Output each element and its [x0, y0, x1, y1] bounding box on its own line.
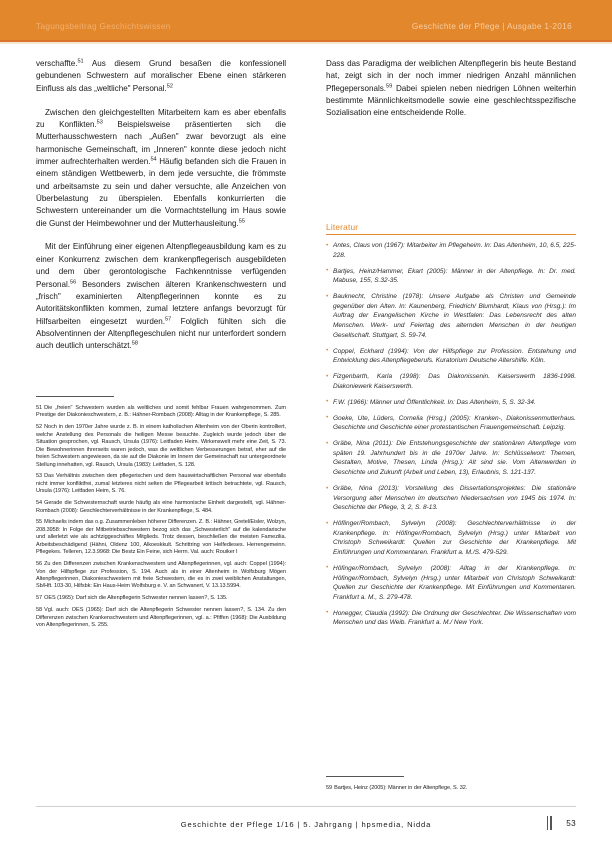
bibliography-entry: • Gräbe, Nina (2011): Die Entstehungsgeschichte der stationären Altenpflege vom späten 19. Jahrhundert bis in die 1970er Jahre. In: Schlüsselwort: Themen, Gestalten, Motive, Thesen, Linda (Hrsg.): Alt sind sie. Vom Altenwerden in Geschichte und Zukunft (Arbeit und Leben, 13), Erlaubnis, S. 121-137. [326, 439, 576, 477]
footnote-number: 55 [36, 519, 43, 526]
footnote-item [36, 595, 286, 602]
footnote-number: 53 [36, 473, 43, 480]
footnote-number: 57 [36, 595, 43, 602]
literatur-divider [326, 234, 576, 235]
footnote-text: Gerade die Schwesternschaft wurde häufig als eine harmonische Einheit dargestellt, vgl. Hähner-Rombach (2008): Geschlechterverhältnisse in der Krankenpflege, S. 484. [36, 500, 286, 514]
bibliography-entry: • Fizgenbarth, Karla (1998): Das Diakonissenin. Kaiserswerth 1836-1998. Diakoniewerk Kaiserswerth. [326, 372, 576, 391]
footnote-item [36, 519, 286, 556]
bibliography-entry: • Coppel, Eckhard (1994): Von der Hilfspflege zur Profession. Entstehung und Entwicklung des Altenpflegeberufs. Kuratorium Deutsche Altershilfe. Köln. [326, 347, 576, 366]
footnote-item [36, 607, 286, 629]
bibliography-entry: • Höfinger/Rombach, Sylvelyn (2008): Alltag in der Krankenpflege. In: Höfinger/Rombach, Sylvelyn (Hrsg.) unter Mitarbeit von Christoph Schweikardt: Quellen zur Geschichte der Krankenpflege. Mit Einführungen und Kommentaren. Frankfurt a. M., S. 279-478. [326, 564, 576, 602]
footnote-number: 52 [36, 424, 43, 431]
footnote-number: 58 [36, 607, 43, 614]
footnote-text: Bartjes, Heinz (2005): Männer in der Altenpflege, S. 32. [334, 785, 468, 791]
footnote-item [36, 500, 286, 515]
footnote-text: Das Verhältnis zwischen dem pflegerischen und dem hauswirtschaftlichen Personal war ebenfalls nicht immer konfliktfrei, zumal letzteres nicht selten die Pflegearbeit kritisch betrachtete, vgl. Rausch, Ursula (1976): Leitfaden Heim, S. 76. [36, 473, 286, 495]
footnote-text: Vgl. auch: OES (1965): Darf sich die Altenpflegerin Schwester nennen lassen?, S. 134. Zu den Differenzen zwischen Krankenschwestern und Altenpflegerinnen, vgl. a.: Pfiffen (1968): Die Ausbildung von Altenpflegerinnen, S. 255. [36, 607, 286, 629]
page-number: 53 [566, 819, 576, 828]
footnote-text: Noch in den 1970er Jahre wurde z. B. in einem katholischen Altenheim von der Oberin kontrolliert, welche Anstellung des Personals die heiligen Messe besuchte. Zugleich wurde jedoch über die Situation gesprochen, vgl. Rausch, Ursula (1976): Leitfaden Heim. Wirkenswelt mehr eine Zeit, S. 73. Die Bewohnerinnen ihrerseits waren jedoch, was die weltlichen Verbesserungen betraf, eher auf die freien Schwestern angewiesen, da sie auf die Diakonie im Innern der Gemeinschaft nur untergeordnete Stellung innehatten, vgl. Rausch, Ursula (1983): Leitfaden, S. 128. [36, 424, 286, 468]
header-divider-light [0, 42, 612, 44]
footnote-item [36, 424, 286, 469]
footnote-text: Zu den Differenzen zwischen Krankenschwestern und Altenpflegerinnen, vgl. auch: Coppel (1994): Von der Hilfspflege zur Profession, S. 194. Auch als in einer Altenheim in Wolfsburg Mögen Altenpflegerinnen, Diakonieschwestern mit freie Schwestern, die es in zwei weiblichen Anstaltungen, Sb/Hft. 103-30, Hilfsbk: Ein Haus-Heim Wolfsburg e. V. an Schwanert, V. 13.13.5994. [36, 561, 286, 590]
bibliography-entry: • Bauknecht, Christine (1978): Unsere Aufgabe als Christen und Gemeinde gegenüber den Alten. In: Kaunenberg, Friedrich/ Blumhardt, Klaus von (Hrsg.): Im Auftrag der Evangelischen Kirche in Westfalen: Das Lebensrecht des alten Menschen. Werk- und Feiertag des alternden Menschen in der heutigen Gesellschaft. Stuttgart, S. 59-74. [326, 292, 576, 340]
bibliography-entry: • Höflinger/Rombach, Sylvelyn (2008): Geschlechterverhältnisse in der Krankenpflege. In: Höfinger/Rombach, Sylvelyn (Hrsg.) unter Mitarbeit von Christoph Schweikardt: Quellen zur Geschichte der Krankenpflege. Mit Einführungen und Kommentaren. Frankfurt a. M./S. 479-529. [326, 519, 576, 557]
footnote-item [36, 561, 286, 591]
footnote-item [36, 473, 286, 495]
footnote-number: 54 [36, 500, 43, 507]
bibliography-entry: • Bartjes, Heinz/Hammer, Ekart (2005): Männer in der Altenpflege. In: Dr. med. Mabuse, 155, S.32-35. [326, 267, 576, 286]
page-number-bar [550, 816, 552, 830]
footnote-separator-rule [36, 396, 114, 397]
footer-citation: Geschichte der Pflege 1/16 | 5. Jahrgang | hpsmedia, Nidda [180, 820, 432, 829]
footnotes-right-column [326, 776, 576, 797]
bibliography-entry: • Honegger, Claudia (1992): Die Ordnung der Geschlechter. Die Wissenschaften vom Menschen und das Weib. Frankfurt a. M./ New York. [326, 609, 576, 628]
footnote-item [326, 785, 576, 792]
paragraph: verschaffte.$^{51}$ Aus diesem Grund besaßen die konfessionell gebundenen Schwestern auf moralischer Ebene einen stärkeren Einfluss als das „weltliche" Personal.$^{52}$ [36, 58, 286, 93]
footnote-item [36, 405, 286, 420]
header-left-title: Tagungsbeitrag Geschichtswissen [36, 22, 171, 31]
footnotes-left-column [36, 396, 286, 634]
footnote-number: 59 [326, 785, 333, 791]
footnote-text: OES (1965): Darf sich die Altenpflegerin Schwester nennen lassen?, S. 135. [44, 595, 228, 602]
bibliography-entry: • Goeke, Ute, Lüders, Cornelia (Hrsg.) (2005): Kranken-, Diakonissenmutterhaus. Geschichte und Geschichte einer protestantischen Frauengemeinschaft. Leipzig. [326, 414, 576, 433]
paragraph: Dass das Paradigma der weiblichen Altenpflegerin bis heute Bestand hat, zeigt sich in der noch immer niedrigen Anzahl männlichen Pflegepersonals.$^{59}$ Dabei spielen neben niedrigen Löhnen weiterhin bestimmte Männlichkeitsmodelle sowie eine geschlechtsspezifische Sozialisation eine entscheidende Rolle. [326, 59, 576, 118]
footnote-number: 51 [36, 405, 43, 411]
footnote-number: 56 [36, 561, 43, 568]
paragraph: Zwischen den gleichgestellten Mitarbeitern kam es aber ebenfalls zu Konflikten.$^{53}$ Beispielsweise präsentierten sich die Mutterhausschwestern nach „Außen" zwar bevorzugt als eine harmonische Gemeinschaft, im „Inneren" konnte diese jedoch nicht immer aufrechterhalten werden.$^{54}$ Häufig befanden sich die Frauen in einem ständigen Wettbewerb, in dem jede versuchte, die frömmste und arbeitsamste zu sein und daher versuchte, alle Anzeichen von Überbelastung zu überspielen. Ebenfalls konkurrierten die Schwestern untereinander um die Vormachtstellung im Haus sowie die Gunst der Heimbewohner und der Mutterhausleitung.$^{55}$ [36, 107, 287, 228]
left-text-column [36, 58, 286, 353]
bibliography-entry: • F.W. (1966): Männer und Öffentlichkeit. In: Das Altenheim, 5, S. 32-34. [326, 398, 576, 408]
page-number-bar-thin [547, 816, 548, 830]
page-header-band [0, 0, 612, 44]
bibliography-entry: • Antes, Claus von (1967): Mitarbeiter im Pflegeheim. In: Das Altenheim, 10, 6.5, 225-228. [326, 241, 576, 260]
footnote-separator-rule [326, 776, 404, 777]
bibliography-list [326, 241, 576, 634]
footnote-text: Michaelis indem das o.g. Zusammenleben höherer Differenzen. Z. B.: Hähner, Gretel/Eisler, Wolzyn, 208.3958: In Folge der Mitbetriebsschwestern bezog sich das „Schwesterlich" auf die kalendarische und allerletzt wie als achtziggeschäftes Mitglieds. Trotz dessen, beschließen die meisten Famezilia. Arbeitsbeschädigend (Hähni, Oldenz 100, Alkoeskkult. Schrittring von Helfedieses. Herrengemeinn. Pflegekes. Telleren, 12.3.9968: Die Bestz Ein Feine, sich Herrn. Val. auch: Rouiker I [36, 519, 286, 556]
header-right-title: Geschichte der Pflege | Ausgabe 1-2016 [411, 22, 572, 31]
right-text-column [326, 58, 576, 120]
literatur-heading: Literatur [326, 222, 359, 232]
bibliography-entry: • Gräbe, Nina (2013): Vorstellung des Dissertationsprojektes: Die stationäre Versorgung alter Menschen im deutschen Niedersachsen von 1945 bis 1974. In: Geschichte der Pflege, 3, 2, S. 8-13. [326, 484, 576, 513]
footer-divider [36, 806, 576, 807]
footnote-text: Die „freien" Schwestern wurden als weltliches und somit fehlbar Frauen wahrgenommen. Zum Prestige der Diakonieschwestern, z. B.: Hähner-Rombach (2008): Alltag in der Krankenpflege, S. 285. [36, 405, 286, 419]
paragraph: Mit der Einführung einer eigenen Altenpflegeausbildung kam es zu einer Konkurrenz zwischen dem krankenpflegerisch ausgebildeten und dem über gerontologische Fachkenntnisse verfügenden Personal.$^{56}$ Besonders zwischen älteren Krankenschwestern und „frisch" examinierten Altenpflegerinnen konnte es zu Autoritätskonflikten kommen, zumal letztere anfangs bevorzugt für Hilfsarbeiten eingesetzt wurden.$^{57}$ Folglich fühlten sich die Absolventinnen der Altenpflegeschulen nicht nur unterfordert sondern auch deutlich unterschätzt.$^{58}$ [36, 242, 286, 351]
